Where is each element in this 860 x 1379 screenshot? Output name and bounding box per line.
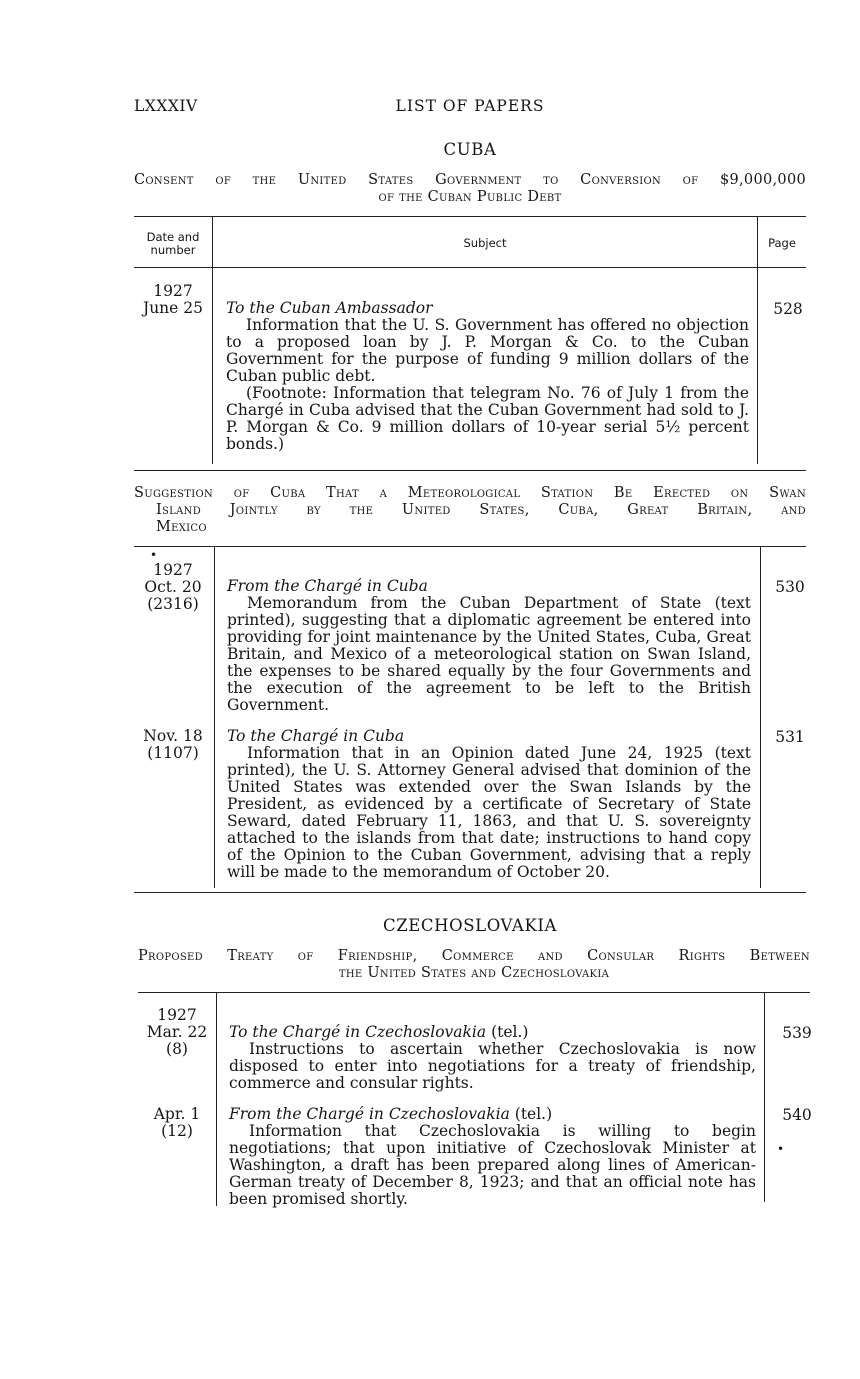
entry-day: Oct. 20 <box>144 578 202 596</box>
entry-day: Apr. 1 <box>153 1105 201 1123</box>
entry-subject <box>229 1106 756 1208</box>
entry-day: Mar. 22 <box>146 1023 208 1041</box>
section-title-line: Suggestion of Cuba That a Meteorological Station Be Erected on Swan <box>134 485 806 501</box>
entry-page-number: 530 <box>775 578 805 596</box>
entry-subject <box>229 1024 756 1092</box>
section-title-line: of the Cuban Public Debt <box>378 189 562 205</box>
table-divider-page <box>764 992 765 1202</box>
entry-date <box>138 1106 216 1140</box>
entry-page-number: 531 <box>775 728 805 746</box>
entry-text: Instructions to ascertain whether Czechoslovakia is now disposed to enter into negotiations for a treaty of friendship, commerce and consular rights. <box>229 1040 756 1092</box>
country-heading-cuba: CUBA <box>443 140 497 159</box>
entry-year: 1927 <box>153 282 193 300</box>
column-header-page: Page <box>768 236 796 250</box>
entry-date <box>138 1007 216 1058</box>
entry-page-number: 528 <box>773 300 803 318</box>
table-header-rule <box>134 267 806 268</box>
entry-year: 1927 <box>157 1006 197 1024</box>
entry-day: Nov. 18 <box>143 727 203 745</box>
table-top-rule <box>138 992 810 993</box>
entry-number: (1107) <box>147 744 199 762</box>
section-title-line: Mexico <box>156 519 207 535</box>
printer-mark: • <box>777 1142 785 1156</box>
entry-number: (12) <box>161 1122 193 1140</box>
entry-heading-suffix: (tel.) <box>491 1023 529 1041</box>
entry-number: (8) <box>166 1040 188 1058</box>
entry-date <box>134 728 212 762</box>
table-divider-page <box>760 546 761 888</box>
section-title-line: Consent of the United States Government to Conversion of $9,000,000 <box>134 172 806 188</box>
entry-heading-text: To the Chargé in Czechoslovakia <box>229 1023 487 1041</box>
table-divider-date <box>212 216 213 464</box>
table-top-rule <box>134 216 806 217</box>
entry-heading-suffix: (tel.) <box>514 1105 553 1123</box>
table-top-rule <box>134 546 806 547</box>
column-header-date-line: Date and <box>146 230 200 244</box>
entry-page-number: 540 <box>782 1106 812 1124</box>
table-divider-page <box>757 216 758 464</box>
column-header-date-line: number <box>150 243 196 257</box>
section-end-rule <box>134 892 806 893</box>
entry-text: Memorandum from the Cuban Department of State (text printed), suggesting that a diplomatic agreement be entered into providing for joint maintenance by the United States, Cuba, Great Britain, and Mexico of a meteorological station on Swan Island, the expenses to be shared equally by the four Governments and the execution of the agreement to be left to the British Government. <box>227 594 751 714</box>
entry-number: (2316) <box>147 595 199 613</box>
entry-footnote: (Footnote: Information that telegram No. 76 of July 1 from the Chargé in Cuba advised that the Cuban Government had sold to J. P. Morgan & Co. 9 million dollars of 10-year serial 5½ percent bonds.) <box>226 384 749 453</box>
entry-date <box>134 283 212 317</box>
entry-date <box>134 562 212 613</box>
entry-heading-text: From the Chargé in Czechoslovakia <box>229 1105 510 1123</box>
entry-page-number: 539 <box>782 1024 812 1042</box>
section-title-treaty <box>138 948 810 982</box>
table-divider-date <box>216 992 217 1206</box>
entry-text: Information that in an Opinion dated June 24, 1925 (text printed), the U. S. Attorney General advised that dominion of the United States was extended over the Swan Islands by the President, as evidenced by a certificate of Secretary of State Seward, dated February 11, 1863, and that U. S. sovereignty attached to the islands from that date; instructions to hand copy of the Opinion to the Cuban Government, advising that a reply will be made to the memorandum of October 20. <box>227 744 751 881</box>
running-head <box>134 97 806 119</box>
section-end-rule <box>134 470 806 471</box>
entry-year: 1927 <box>153 561 193 579</box>
entry-heading: To the Cuban Ambassador <box>226 299 433 317</box>
section-title-cuban-debt <box>134 172 806 206</box>
running-title: LIST OF PAPERS <box>395 97 545 115</box>
column-header-subject: Subject <box>463 236 507 250</box>
page-folio: LXXXIV <box>134 97 198 115</box>
section-title-line: the United States and Czechoslovakia <box>338 965 610 981</box>
section-title-swan-island <box>134 485 806 536</box>
section-title-line: Proposed Treaty of Friendship, Commerce and Consular Rights Between <box>138 948 810 964</box>
section-title-line: Island Jointly by the United States, Cuba, Great Britain, and <box>156 502 806 518</box>
entry-subject <box>227 728 751 881</box>
entry-heading: To the Chargé in Cuba <box>227 727 405 745</box>
entry-day: June 25 <box>142 299 203 317</box>
entry-heading <box>229 1106 756 1123</box>
entry-heading: From the Chargé in Cuba <box>227 577 428 595</box>
table-divider-date <box>214 546 215 888</box>
entry-text: Information that the U. S. Government has offered no objection to a proposed loan by J. P. Morgan & Co. to the Cuban Government for the purpose of funding 9 million dollars of the Cuban public debt. <box>226 316 749 385</box>
entry-text: Information that Czechoslovakia is willing to begin negotiations; that upon initiative of Czechoslovak Minister at Washington, a draft has been prepared along lines of American-German treaty of December 8, 1923; and that an official note has been promised shortly. <box>229 1122 756 1208</box>
entry-subject <box>227 578 751 714</box>
entry-heading <box>229 1024 756 1041</box>
entry-subject <box>226 300 749 453</box>
column-header-date <box>134 231 212 257</box>
country-heading-czechoslovakia: CZECHOSLOVAKIA <box>382 916 558 935</box>
printer-mark: • <box>150 548 158 562</box>
